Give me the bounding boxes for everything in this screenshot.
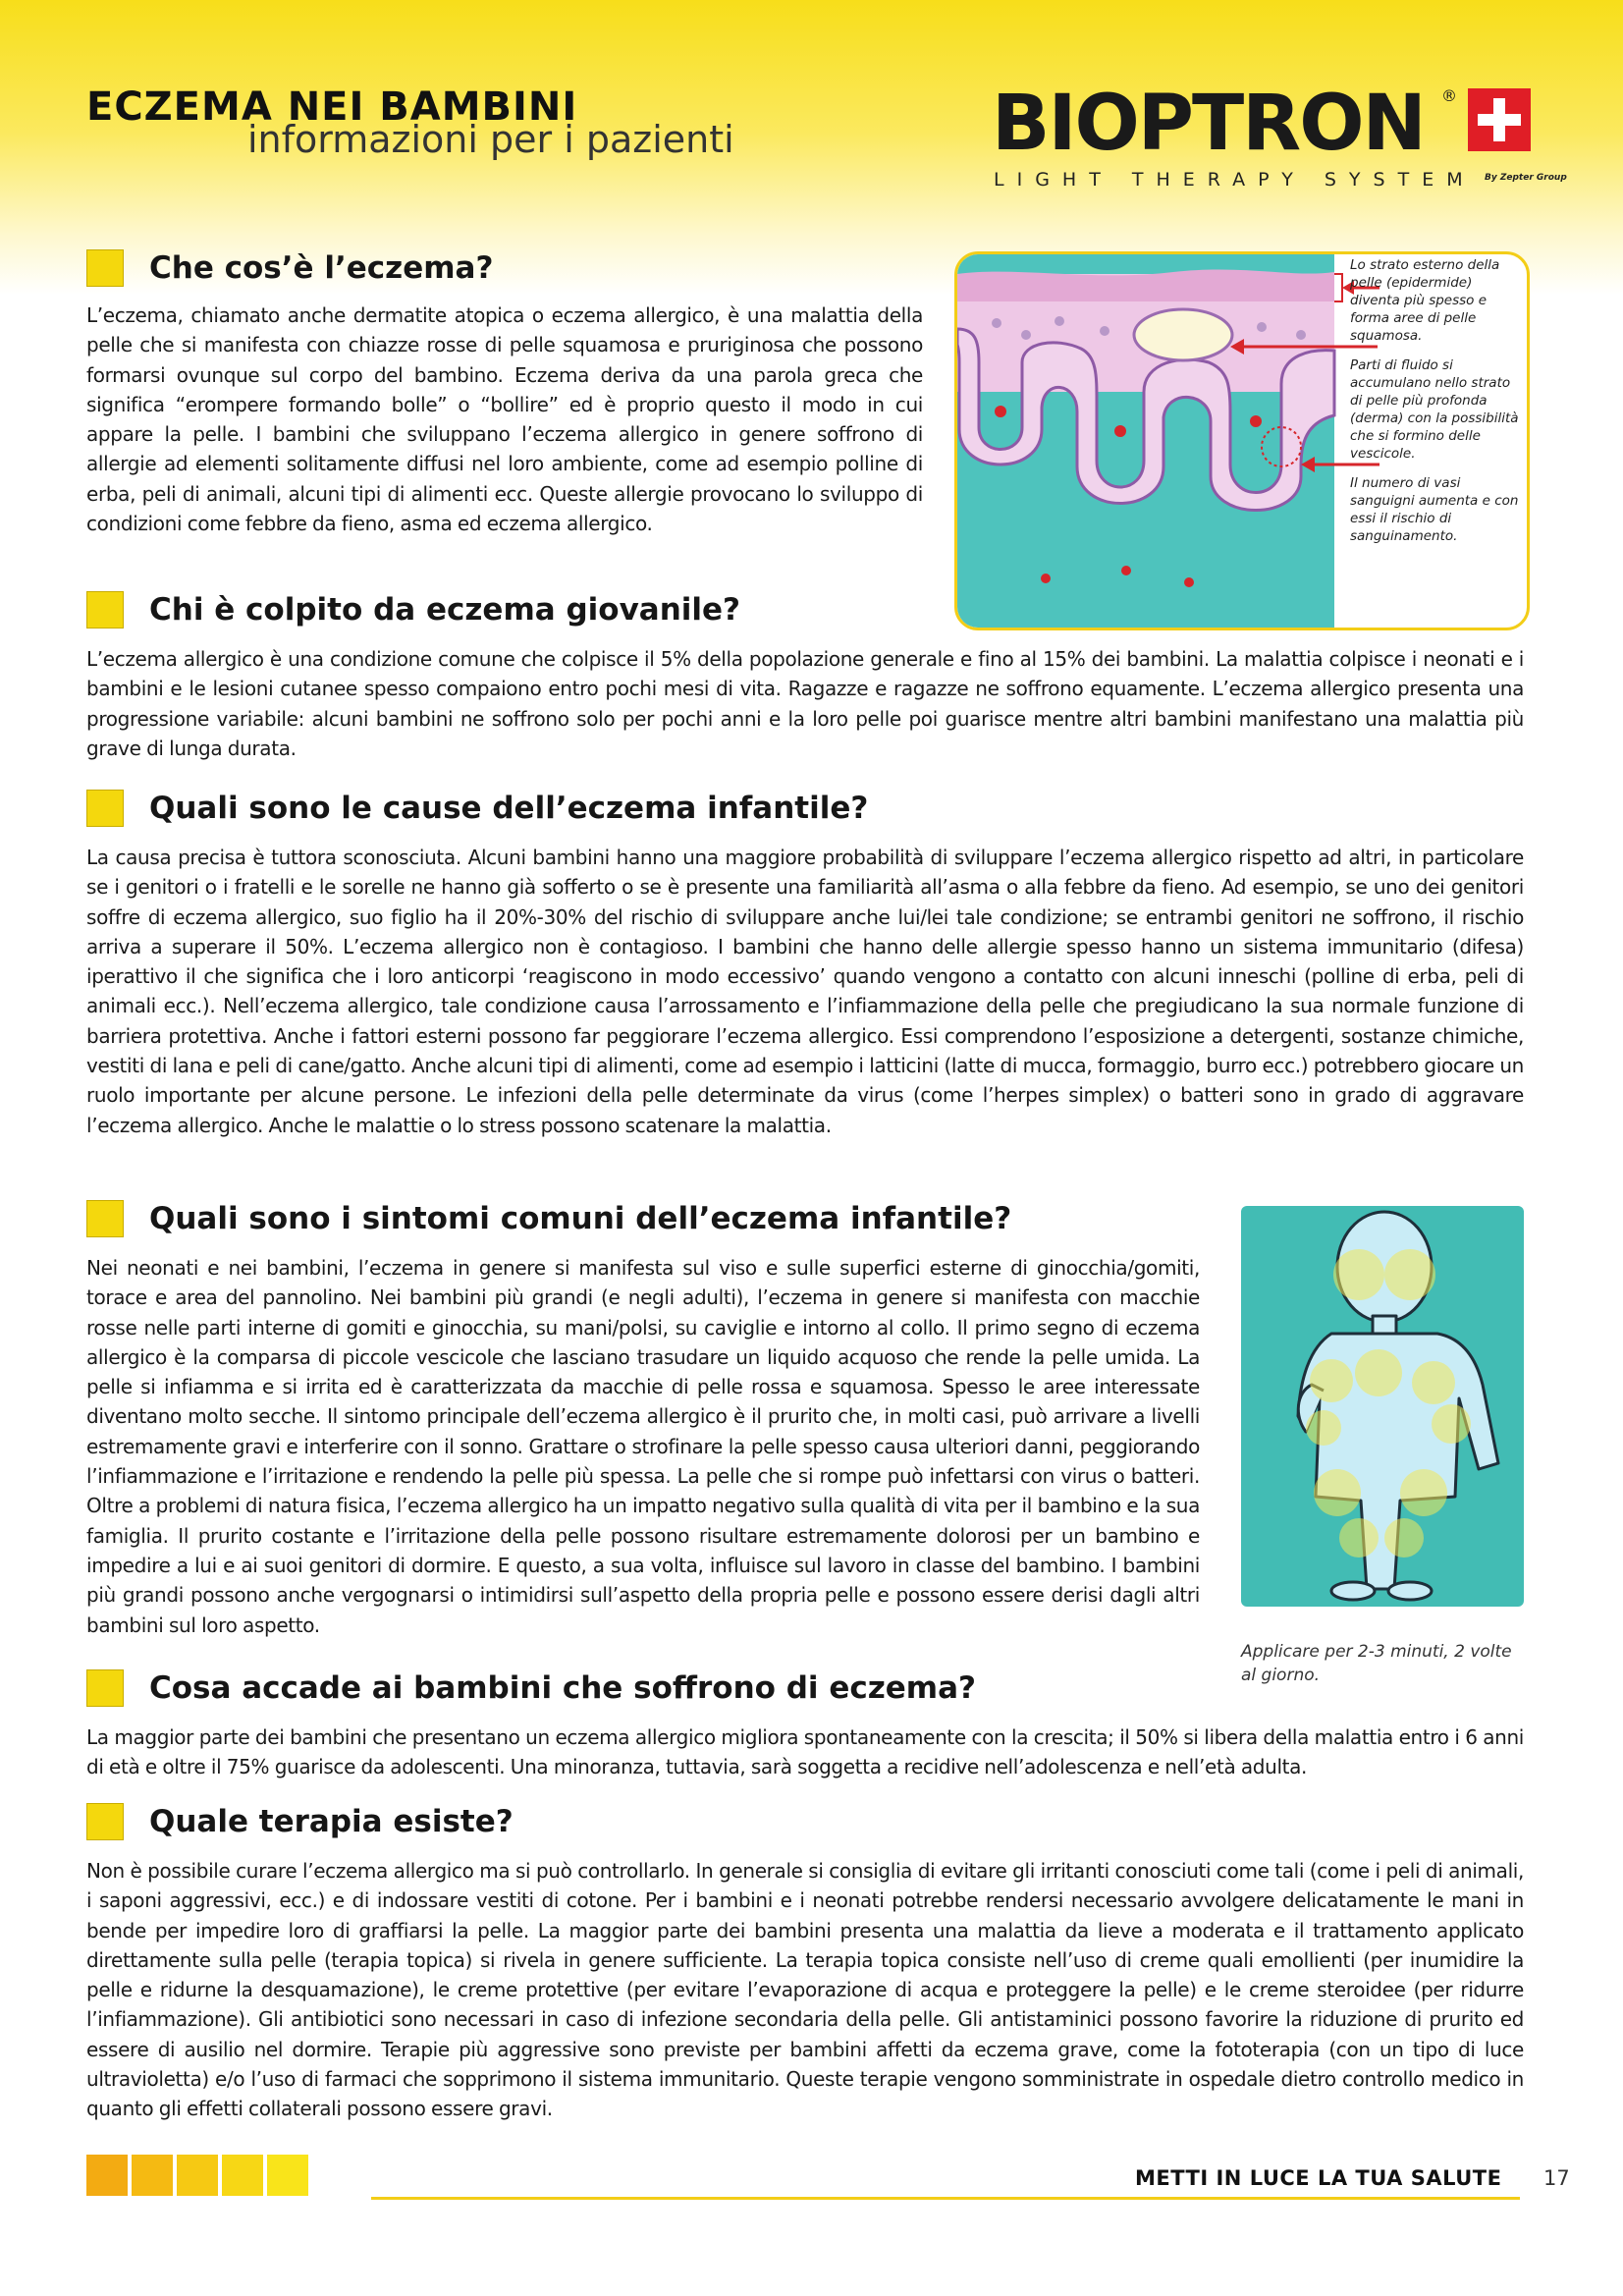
- cell-dot: [1100, 326, 1109, 336]
- section-body-what-is-eczema: L’eczema, chiamato anche dermatite atopica o eczema allergico, è una malattia della pelle che si manifesta con chiazze rosse di pelle squamosa e pruriginosa che possono formarsi ovunque sul corpo del bambino. Eczema deriva da una parola greca che significa “erompere formando bolle” o “bollire” ed è proprio questo il modo in cui appare la pelle. I bambini che sviluppano l’eczema allergico in genere soffrono di allergie ad elementi solitamente diffusi nel loro ambiente, come ad esempio polline di erba, peli di animali, alcuni tipi di alimenti ecc. Queste allergie provocano lo sviluppo di condizioni come febbre da fieno, asma ed eczema allergico.: [86, 303, 923, 536]
- section-body-causes: La causa precisa è tuttora sconosciuta. Alcuni bambini hanno una maggiore probabilità di sviluppare l’eczema allergico rispetto ad altri, in particolare se i genitori o i fratelli e le sorelle ne hanno già sofferto o se è presente una familiarità all’asma o alla febbre da fieno. Ad esempio, se uno dei genitori soffre di eczema allergico, suo figlio ha il 20%-30% del rischio di sviluppare anche lui/lei tale condizione; se entrambi genitori ne soffrono, il rischio arriva a superare il 50%. L’eczema allergico non è contagioso. I bambini che hanno delle allergie spesso hanno un sistema immunitario (difesa) iperattivo il che significa che i loro anticorpi ‘reagiscono in modo eccessivo’ quando vengono a contatto con alcuni inneschi (polline di erba, peli di animali ecc.). Nell’eczema allergico, tale condizione causa l’arrossamento e l’infiammazione della pelle che pregiudicano la sua normale funzione di barriera protettiva. Anche i fattori esterni possono far peggiorare l’eczema allergico. Essi comprendono l’esposizione a detergenti, sostanze chimiche, vestiti di lana e peli di cane/gatto. Anche alcuni tipi di alimenti, come ad esempio i latticini (latte di mucca, formaggio, burro ecc.) potrebbero giocare un ruolo importante per alcune persone. Le infezioni della pelle determinate da virus (come l’herpes simplex) o batteri sono in grado di aggravare l’eczema allergico. Anche le malattie o lo stress possono scatenare la malattia.: [86, 846, 1524, 1137]
- yellow-square-icon: [86, 591, 124, 629]
- yellow-square-icon: [86, 249, 124, 287]
- swiss-cross-icon: [1468, 88, 1531, 151]
- footer-square: [86, 2155, 128, 2196]
- yellow-square-icon: [86, 790, 124, 827]
- page-subtitle: informazioni per i pazienti: [247, 118, 734, 161]
- yellow-square-icon: [86, 1803, 124, 1840]
- blood-vessel-dot: [1114, 425, 1126, 437]
- yellow-square-icon: [86, 1669, 124, 1707]
- logo-registered-mark: ®: [1441, 86, 1457, 105]
- page-title: ECZEMA NEI BAMBINI: [86, 84, 578, 130]
- skin-cross-section-diagram: [954, 251, 1530, 630]
- blood-vessel-dot: [1250, 415, 1262, 427]
- footer-square: [222, 2155, 263, 2196]
- section-body-symptoms: Nei neonati e nei bambini, l’eczema in genere si manifesta sul viso e sulle superfici esterne di ginocchia/gomiti, torace e area del pannolino. Nei bambini più grandi (e negli adulti), l’eczema in genere si manifesta con macchie rosse nelle parti interne di gomiti e ginocchia, su mani/polsi, su caviglie e intorno al collo. Il primo segno di eczema allergico è la comparsa di piccole vescicole che lasciano trasudare un liquido acquoso che rende la pelle umida. La pelle si infiamma e si irrita ed è caratterizzata da macchie di pelle rossa e squamosa. Spesso le aree interessate diventano molto secche. Il sintomo principale dell’eczema allergico è il prurito che, in molti casi, può arrivare a livelli estremamente gravi e interferire con il sonno. Grattare o strofinare la pelle spesso causa ulteriori danni, peggiorando l’infiammazione e l’irritazione e rendendo la pelle più spessa. La pelle che si rompe può infettarsi con virus o batteri. Oltre a problemi di natura fisica, l’eczema allergico ha un impatto negativo sulla qualità di vita per il bambino e la sua famiglia. Il prurito costante e l’irritazione della pelle possono risultare estremamente dolorosi per un bambino e impedire a lui e ai suoi genitori di dormire. E questo, a sua volta, influisce sul lavoro in classe del bambino. I bambini più grandi possono anche vergognarsi o intimidirsi sull’aspetto della propria pelle e possono essere derisi dagli altri bambini sul loro aspetto.: [86, 1256, 1200, 1637]
- logo-byline: By Zepter Group: [1485, 173, 1567, 183]
- footer-square: [132, 2155, 173, 2196]
- child-treatment-illustration: [1241, 1206, 1524, 1607]
- bioptron-logo: [992, 80, 1567, 191]
- footer-square-strip: [86, 2155, 312, 2196]
- footer-square: [177, 2155, 218, 2196]
- section-heading-outcome: Cosa accade ai bambini che soffrono di eczema?: [86, 1669, 976, 1707]
- cell-dot: [1021, 330, 1031, 340]
- section-body-who-is-affected: L’eczema allergico è una condizione comune che colpisce il 5% della popolazione generale e fino al 15% dei bambini. La malattia colpisce i neonati e i bambini e le lesioni cutanee spesso compaiono entro pochi mesi di vita. Ragazze e ragazze ne soffrono equamente. L’eczema allergico presenta una progressione variabile: alcuni bambini ne soffrono solo per pochi anni e la loro pelle poi guarisce mentre altri bambini manifestano una malattia più grave di lunga durata.: [86, 647, 1524, 760]
- annotation-blood-vessels: Il numero di vasi sanguigni aumenta e con essi il rischio di sanguinamento.: [1350, 475, 1519, 544]
- child-body-outline: [1241, 1206, 1524, 1607]
- logo-wordmark: BIOPTRON: [992, 80, 1425, 168]
- footer-square: [267, 2155, 308, 2196]
- section-heading-symptoms: Quali sono i sintomi comuni dell’eczema infantile?: [86, 1200, 1011, 1237]
- section-heading-what-is-eczema: Che cos’è l’eczema?: [86, 249, 493, 287]
- annotation-vesicles: Parti di fluido si accumulano nello strato di pelle più profonda (derma) con la possibilità che si formino delle vescicole.: [1350, 357, 1519, 462]
- blood-vessel-dot: [1041, 574, 1051, 583]
- page-number: 17: [1543, 2166, 1570, 2190]
- footer-tagline: METTI IN LUCE LA TUA SALUTE: [1135, 2166, 1502, 2190]
- annotation-epidermis: Lo strato esterno della pelle (epidermide) diventa più spesso e forma aree di pelle squamosa.: [1350, 257, 1500, 344]
- section-heading-who-is-affected: Chi è colpito da eczema giovanile?: [86, 591, 740, 629]
- cell-dot: [1296, 330, 1306, 340]
- footer-rule: [371, 2197, 1520, 2200]
- cell-dot: [1055, 316, 1064, 326]
- blood-vessel-dot: [995, 406, 1006, 417]
- blood-vessel-dot: [1121, 566, 1131, 575]
- blood-vessel-dot: [1184, 577, 1194, 587]
- section-heading-causes: Quali sono le cause dell’eczema infantile?: [86, 790, 868, 827]
- cell-dot: [992, 318, 1001, 328]
- fluid-vesicle: [1134, 309, 1232, 360]
- cell-dot: [1257, 322, 1267, 332]
- section-body-therapy: Non è possibile curare l’eczema allergico ma si può controllarlo. In generale si consiglia di evitare gli irritanti conosciuti come tali (come i peli di animali, i saponi aggressivi, ecc.) e di indossare vestiti di cotone. Per i bambini e i neonati potrebbe rendersi necessario avvolgere delicatamente le mani in bende per impedire loro di graffiarsi la pelle. La maggior parte dei bambini presenta una malattia da lieve a moderata e il trattamento applicato direttamente sulla pelle (terapia topica) si rivela in genere sufficiente. La terapia topica consiste nell’uso di creme quali emollienti (per inumidire la pelle e ridurne la desquamazione), le creme protettive (per evitare l’evaporazione di acqua e proteggere la pelle) e le creme steroidee (per ridurre l’infiammazione). Gli antibiotici sono necessari in caso di infezione secondaria della pelle. Gli antistaminici possono favorire la riduzione di prurito ed essere di ausilio nel dormire. Terapie più aggressive sono previste per bambini affetti da eczema grave, come la fototerapia (con un tipo di luce ultravioletta) e/o l’uso di farmaci che sopprimono il sistema immunitario. Queste terapie vengono somministrate in ospedale dietro controllo medico in quanto gli effetti collaterali possono essere gravi.: [86, 1859, 1524, 2121]
- child-figure-caption: Applicare per 2-3 minuti, 2 volte al giorno.: [1241, 1642, 1512, 1685]
- logo-tagline: LIGHT THERAPY SYSTEM: [994, 169, 1476, 191]
- section-heading-therapy: Quale terapia esiste?: [86, 1803, 514, 1840]
- yellow-square-icon: [86, 1200, 124, 1237]
- section-body-outcome: La maggior parte dei bambini che presentano un eczema allergico migliora spontaneamente con la crescita; il 50% si libera della malattia entro i 6 anni di età e oltre il 75% guarisce da adolescenti. Una minoranza, tuttavia, sarà soggetta a recidive nell’adolescenza e nell’età adulta.: [86, 1725, 1524, 1779]
- bracket: [1334, 274, 1342, 301]
